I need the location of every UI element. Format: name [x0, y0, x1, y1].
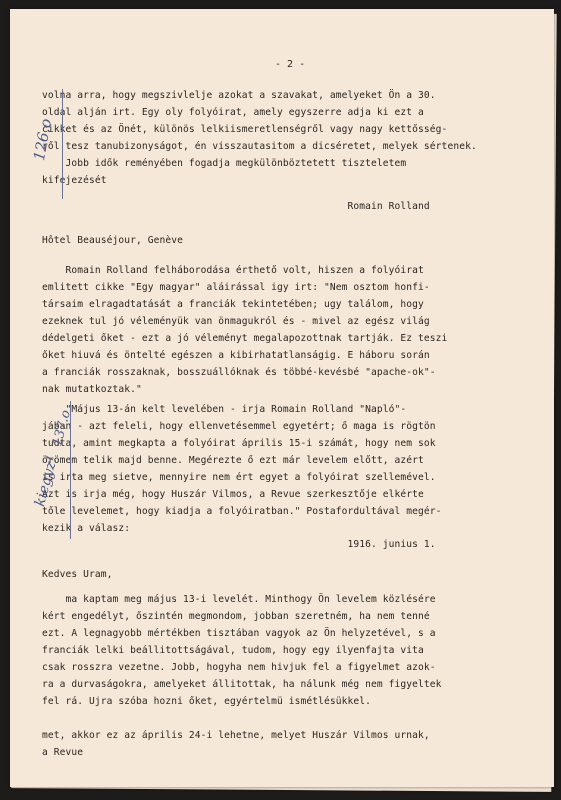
- text-line: kifejezését: [42, 175, 107, 186]
- text-line: jában - azt feleli, hogy ellenvetésemmel egyetért; ő maga is rögtön: [42, 421, 436, 432]
- text-line: met, akkor ez az április 24-i lehetne, melyet Huszár Vilmos urnak,: [42, 730, 430, 741]
- text-line: örömem telik majd benne. Megérezte ő ezt már levelem előtt, azért: [42, 455, 424, 466]
- text-line: "Május 13-án kelt levelében - irja Romain Rolland "Napló"-: [42, 404, 407, 415]
- address-line: Hôtel Beauséjour, Genève: [42, 235, 184, 246]
- text-line: Jobb idők reményében fogadja megkülönböztetett tiszteletem: [42, 158, 407, 169]
- text-line: Azt is irja még, hogy Huszár Vilmos, a Revue szerkesztője elkérte: [42, 489, 424, 500]
- text-line: ről tesz tanubizonyságot, én visszautasitom a dicséretet, melyek sértenek.: [42, 141, 477, 152]
- text-line: csak rosszra vezetne. Jobb, hogyha nem hivjuk fel a figyelmet azok-: [42, 662, 436, 673]
- text-line: oldal alján irt. Egy oly folyóirat, amely egyszerre adja ki ezt a: [42, 107, 424, 118]
- salutation-line: Kedves Uram,: [42, 569, 113, 580]
- document-page: [10, 9, 554, 787]
- text-line: ma kaptam meg május 13-i levelét. Minthogy Ön levelem közlésére: [42, 594, 436, 605]
- text-line: franciák lelki beállitottságával, tudom, hogy egy ilyenfajta vita: [42, 645, 424, 656]
- text-line: nak mutatkoztak.": [42, 384, 142, 395]
- text-line: a Revue: [42, 747, 84, 758]
- signature-line: Romain Rolland: [42, 201, 430, 212]
- text-line: őket hiuvá és öntelté egészen a kibirhatatlanságig. E háboru során: [42, 350, 430, 361]
- text-line: ezeknek tul jó véleményük van önmagukról és - mivel az egész világ: [42, 316, 430, 327]
- text-line: tőle levelemet, hogy kiadja a folyóiratban." Postafordultával megér-: [42, 506, 442, 517]
- text-line: kezik a válasz:: [42, 523, 131, 534]
- text-line: cikket és az Önét, különös lelkiismeretlenségről vagy nagy kettősség-: [42, 124, 448, 135]
- text-line: is irta meg sietve, mennyire nem ért egyet a folyóirat szellemével.: [42, 472, 436, 483]
- handwritten-margin-note: 126.o: [30, 117, 56, 163]
- text-line: ezt. A legnagyobb mértékben tisztában vagyok az Ön helyzetével, s a: [42, 628, 436, 639]
- handwritten-margin-note: kiegyz!: [32, 454, 61, 509]
- text-line: emlitett cikke "Egy magyar" aláirással igy irt: "Nem osztom honfi-: [42, 282, 430, 293]
- margin-bracket: [62, 89, 63, 199]
- text-line: fel rá. Ujra szóba hozni őket, egyértelmü ismétlésükkel.: [42, 696, 372, 707]
- text-line: dédelgeti őket - ezt a jó véleményt megalapozottnak tartják. Ez teszi: [42, 333, 448, 344]
- text-line: társaim elragadtatását a franciák tekintetében; ugy találom, hogy: [42, 299, 424, 310]
- typed-body: [42, 9, 552, 758]
- date-line: 1916. junius 1.: [42, 539, 436, 550]
- text-line: ra a durvaságokra, amelyeket állitottak, ha nálunk még nem figyeltek: [42, 679, 442, 690]
- text-line: volna arra, hogy megszivlelje azokat a szavakat, amelyeket Ön a 30.: [42, 90, 436, 101]
- handwritten-margin-note: 137.o: [50, 408, 75, 448]
- text-line: tudta, amint megkapta a folyóirat április 15-i számát, hogy nem sok: [42, 438, 436, 449]
- text-line: kért engedélyt, őszintén megmondom, jobban szeretném, ha nem tenné: [42, 611, 430, 622]
- text-line: Romain Rolland felháborodása érthető volt, hiszen a folyóirat: [42, 265, 424, 276]
- text-line: a franciák rosszaknak, bosszuállóknak és többé-kevésbé "apache-ok"-: [42, 367, 436, 378]
- page-number: - 2 -: [275, 59, 306, 70]
